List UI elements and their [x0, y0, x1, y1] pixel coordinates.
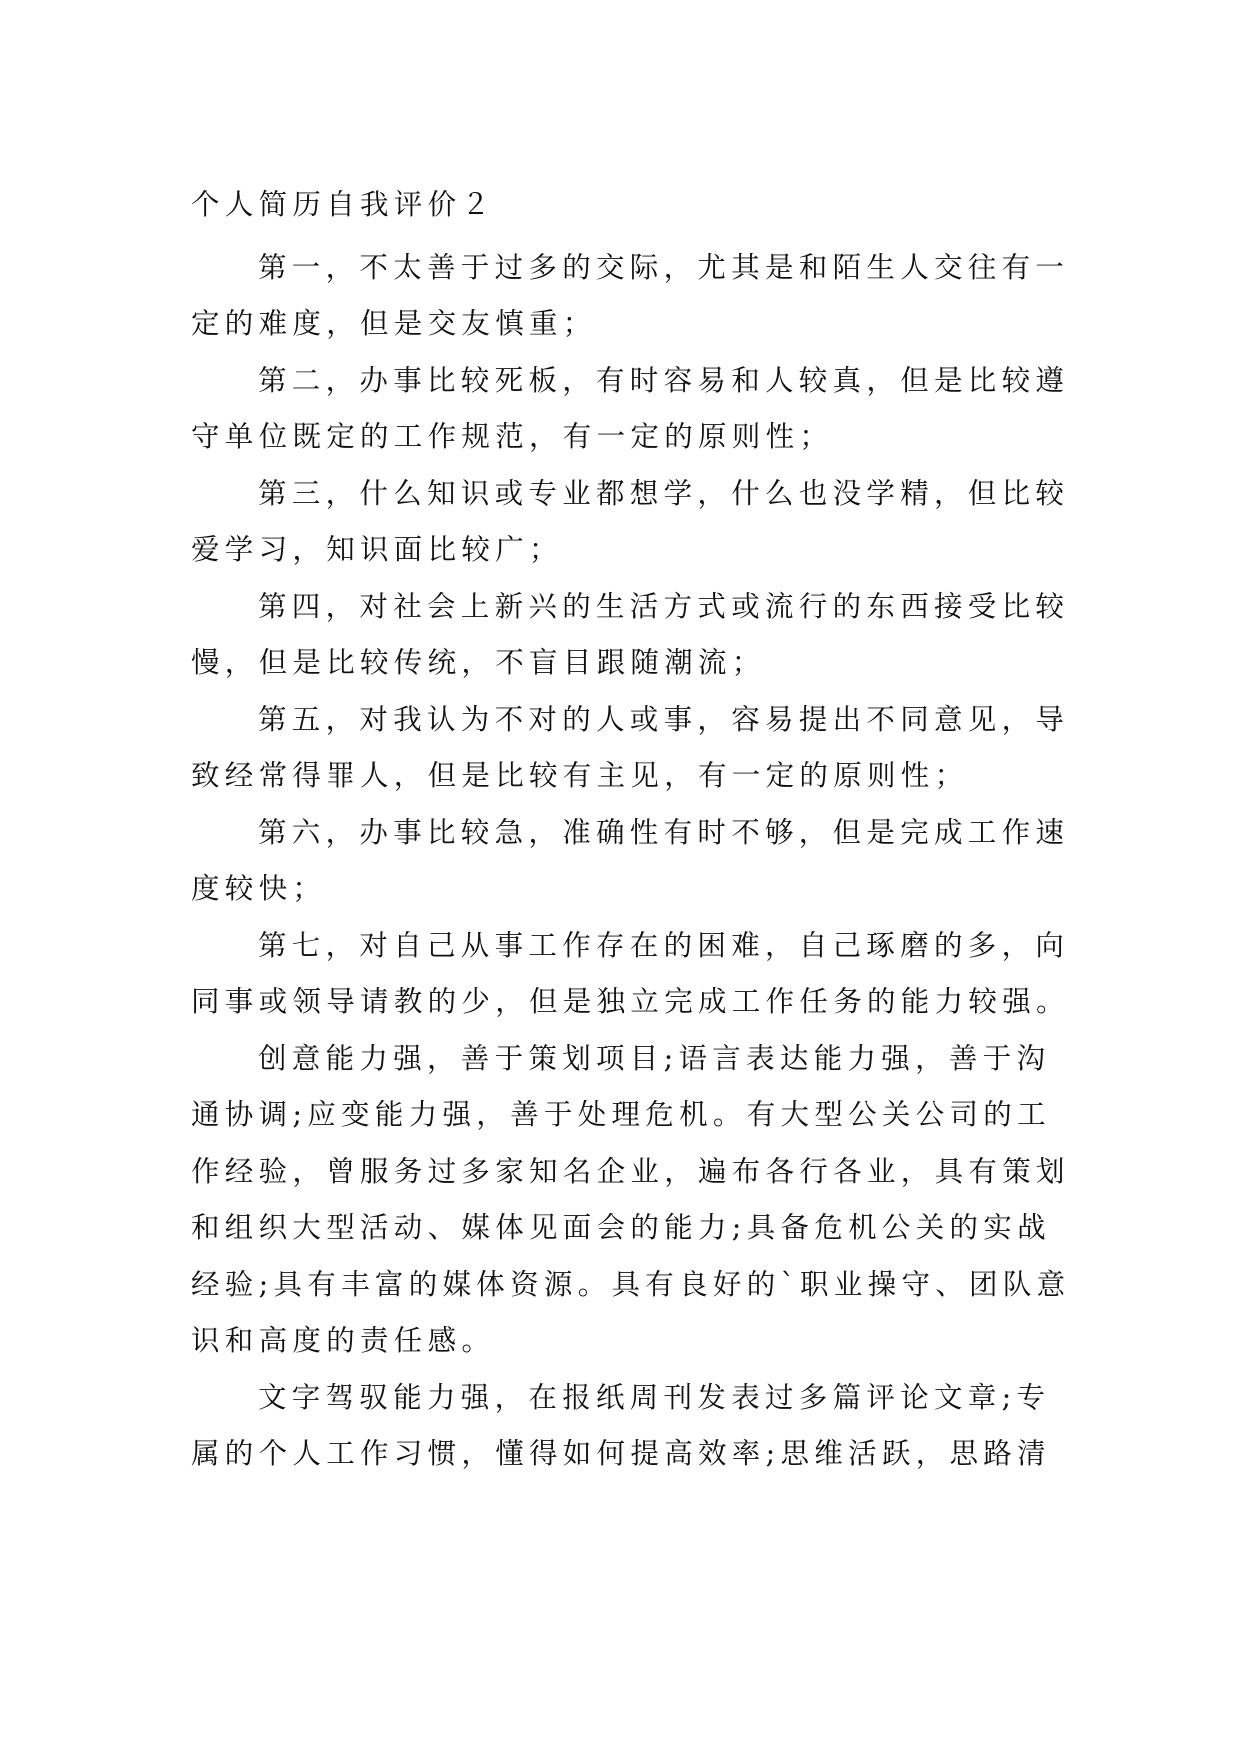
paragraph-8-line-6: 识和高度的责任感。: [191, 1324, 496, 1357]
paragraph-6-line-2: 度较快；: [191, 872, 327, 905]
paragraph-8-line-5: 经验;具有丰富的媒体资源。具有良好的`职业操守、团队意: [191, 1268, 1071, 1301]
paragraph-8-line-3: 作经验，曾服务过多家知名企业，遍布各行各业，具有策划: [191, 1155, 1070, 1188]
paragraph-8-line-1: 创意能力强，善于策划项目;语言表达能力强，善于沟: [258, 1042, 1051, 1075]
paragraph-6-line-1: 第六，办事比较急，准确性有时不够，但是完成工作速: [258, 816, 1070, 849]
paragraph-2-line-1: 第二，办事比较死板，有时容易和人较真，但是比较遵: [258, 364, 1070, 397]
paragraph-4-line-1: 第四，对社会上新兴的生活方式或流行的东西接受比较: [258, 590, 1070, 623]
paragraph-8-line-2: 通协调;应变能力强，善于处理危机。有大型公关公司的工: [191, 1098, 1051, 1131]
paragraph-7-line-1: 第七，对自己从事工作存在的困难，自己琢磨的多，向: [258, 929, 1070, 962]
paragraph-1-line-2: 定的难度，但是交友慎重；: [191, 307, 597, 340]
paragraph-5-line-1: 第五，对我认为不对的人或事，容易提出不同意见，导: [258, 703, 1070, 736]
paragraph-9-line-1: 文字驾驭能力强，在报纸周刊发表过多篇评论文章;专: [258, 1381, 1051, 1414]
paragraph-8-line-4: 和组织大型活动、媒体见面会的能力;具备危机公关的实战: [191, 1211, 1051, 1244]
paragraph-3-line-1: 第三，什么知识或专业都想学，什么也没学精，但比较: [258, 477, 1070, 510]
paragraph-3-line-2: 爱学习，知识面比较广；: [191, 533, 563, 566]
paragraph-9-line-2: 属的个人工作习惯，懂得如何提高效率;思维活跃，思路清: [191, 1437, 1051, 1470]
paragraph-4-line-2: 慢，但是比较传统，不盲目跟随潮流；: [191, 646, 766, 679]
paragraph-1-line-1: 第一，不太善于过多的交际，尤其是和陌生人交往有一: [258, 251, 1070, 284]
paragraph-5-line-2: 致经常得罪人，但是比较有主见，有一定的原则性；: [191, 759, 969, 792]
document-title: 个人简历自我评价２: [191, 188, 496, 221]
paragraph-7-line-2: 同事或领导请教的少，但是独立完成工作任务的能力较强。: [191, 985, 1070, 1018]
paragraph-2-line-2: 守单位既定的工作规范，有一定的原则性；: [191, 420, 834, 453]
